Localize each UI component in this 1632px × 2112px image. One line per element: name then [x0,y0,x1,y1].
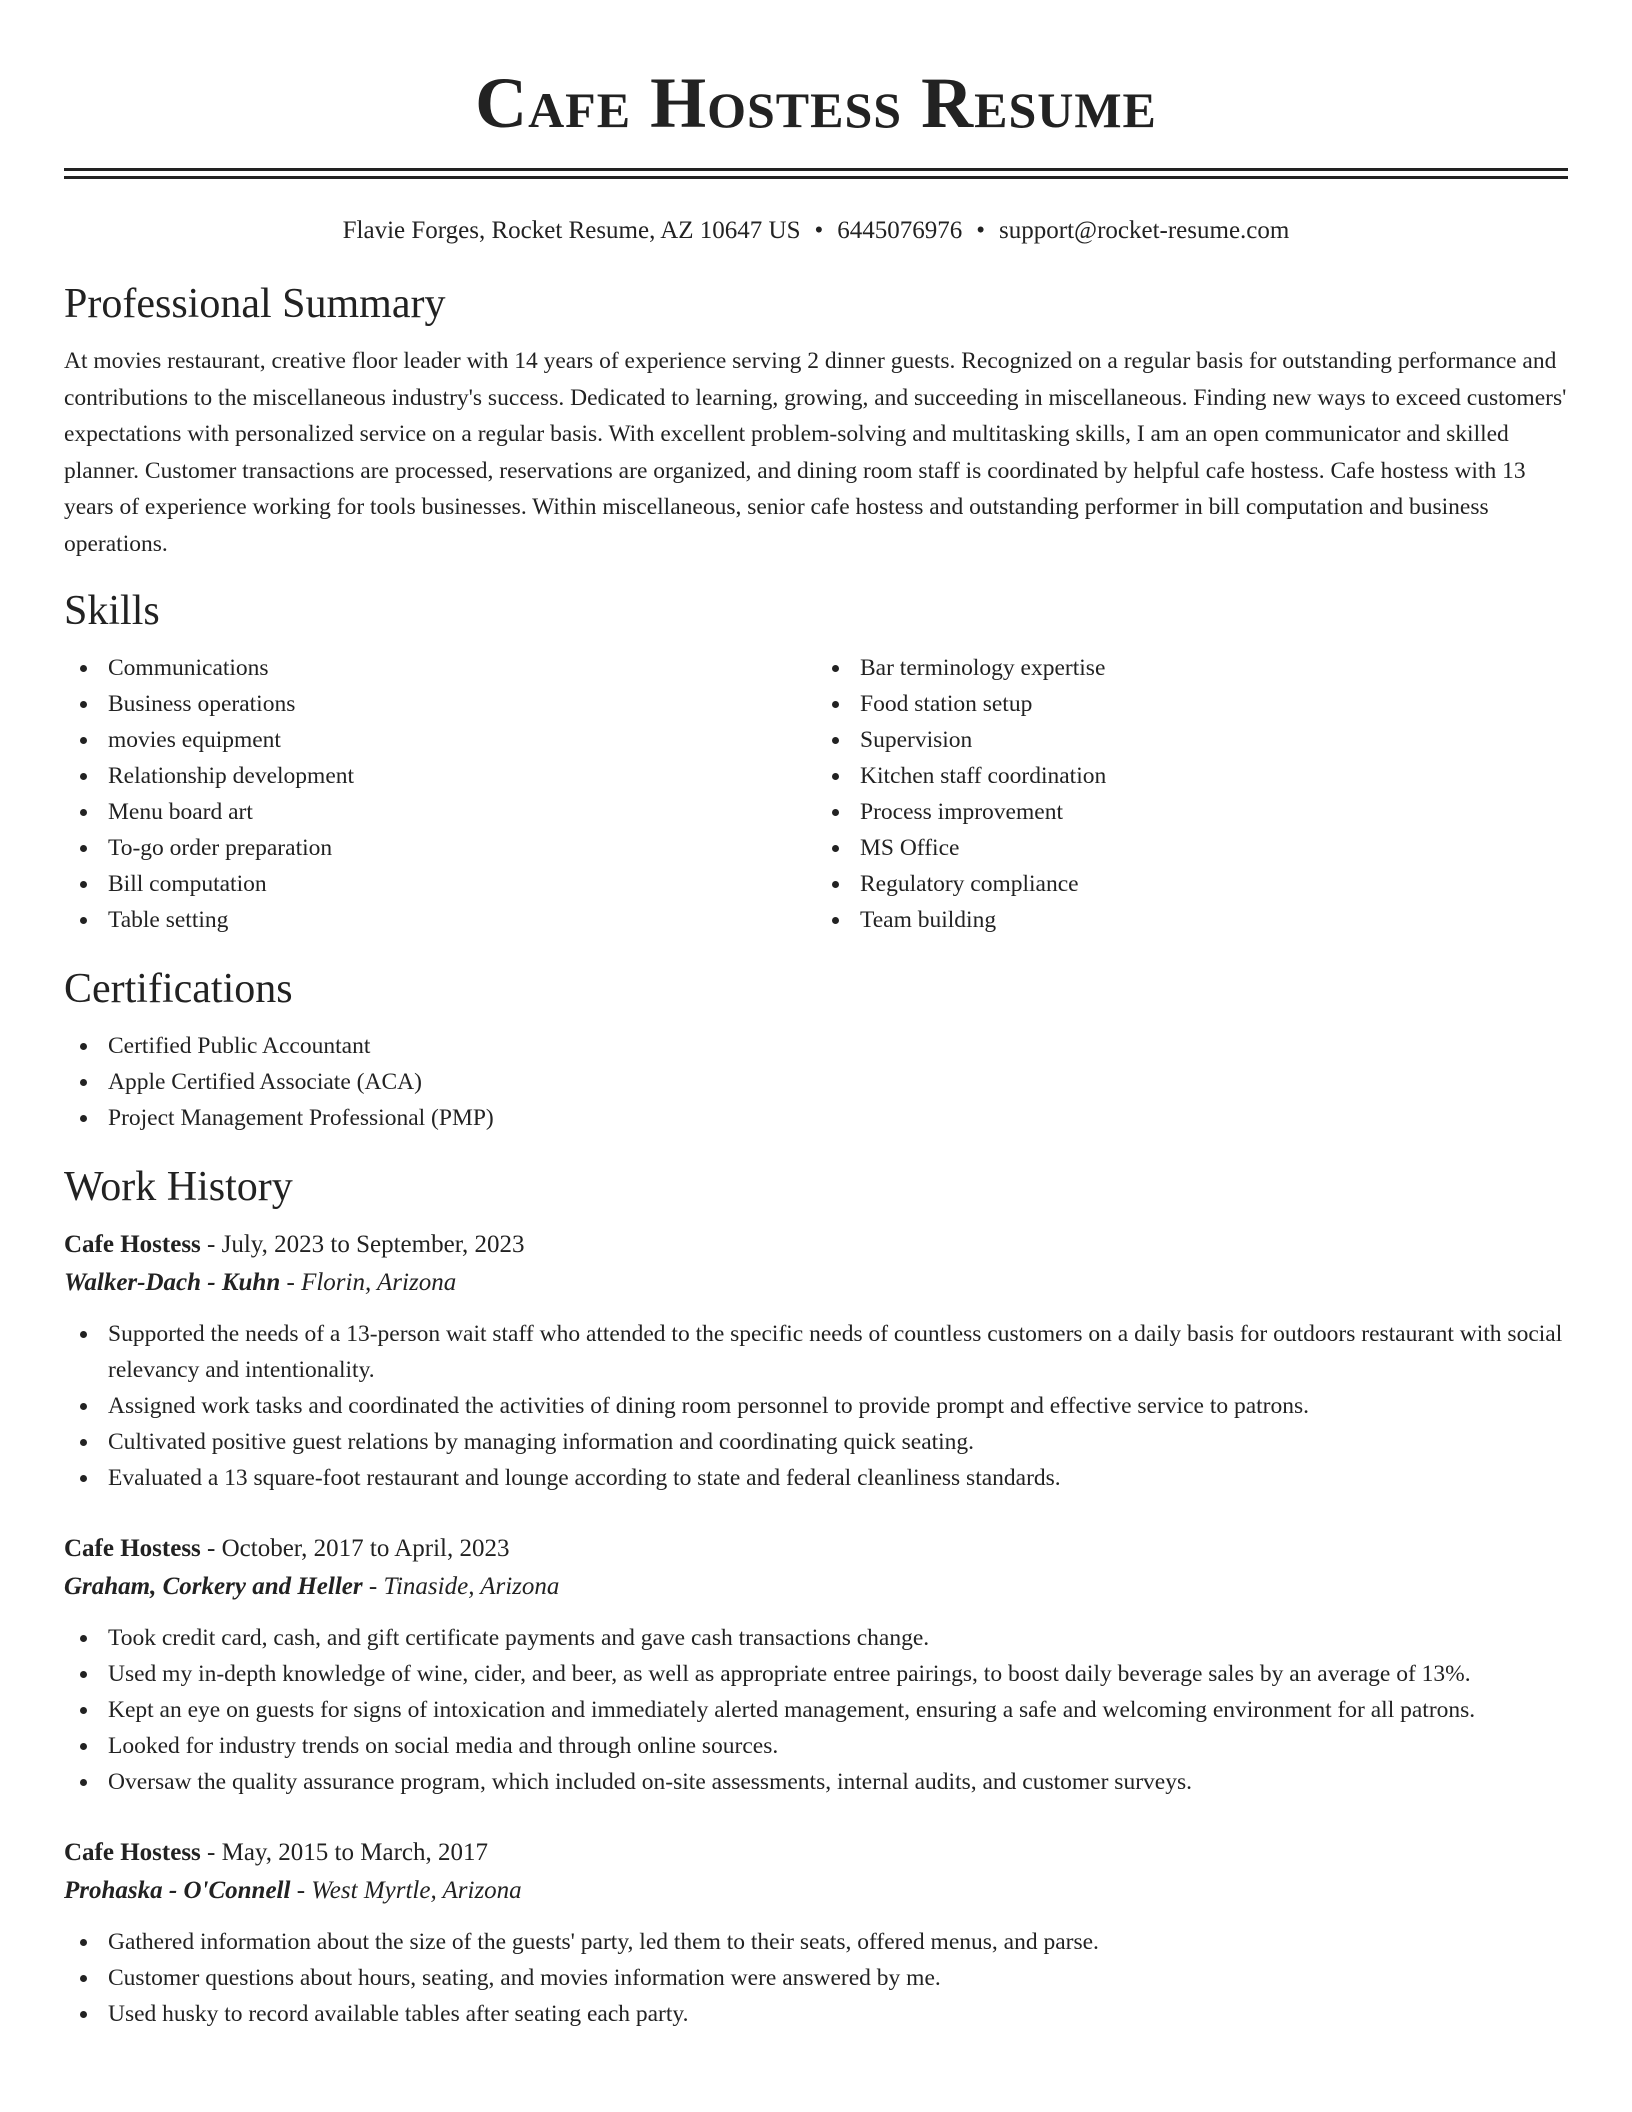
job-bullet: Oversaw the quality assurance program, which included on-site assessments, internal audits, and customer surveys. [108,1764,1568,1800]
summary-text: At movies restaurant, creative floor leader with 14 years of experience serving 2 dinner guests. Recognized on a regular basis for outstanding performance and contributions to the miscellaneous industry's success. Dedicated to learning, growing, and succeeding in miscellaneous. Finding new ways to exceed customers' expectations with personalized service on a regular basis. With excellent problem-solving and multitasking skills, I am an open communicator and skilled planner. Customer transactions are processed, reservations are organized, and dining room staff is coordinated by helpful cafe hostess. Cafe hostess with 13 years of experience working for tools businesses. Within miscellaneous, senior cafe hostess and outstanding performer in bill computation and business operations. [64,348,1567,557]
job-company: Prohaska - O'Connell [64,1877,291,1904]
contact-email: support@rocket-resume.com [999,217,1290,244]
skills-column-left [64,650,816,938]
job-entry [64,1530,1568,1800]
work-history-heading: Work History [64,1164,293,1210]
job-title-line [64,1834,1568,1872]
job-dates: - July, 2023 to September, 2023 [200,1231,525,1258]
skill-item: Team building [860,902,1568,938]
skill-item: Communications [108,650,816,686]
job-bullets [64,1924,1568,2032]
skill-item: Business operations [108,686,816,722]
job-location: - Tinaside, Arizona [362,1573,560,1600]
job-bullet: Took credit card, cash, and gift certificate payments and gave cash transactions change. [108,1620,1568,1656]
skill-item: Process improvement [860,794,1568,830]
job-bullet: Cultivated positive guest relations by managing information and coordinating quick seating. [108,1424,1568,1460]
certification-item: Certified Public Accountant [108,1028,1568,1064]
employer-line [64,1264,1568,1302]
job-dates: - October, 2017 to April, 2023 [200,1535,510,1562]
job-bullet: Assigned work tasks and coordinated the activities of dining room personnel to provide prompt and effective service to patrons. [108,1388,1568,1424]
job-role: Cafe Hostess [64,1231,201,1258]
job-bullets [64,1620,1568,1800]
skill-item: Relationship development [108,758,816,794]
job-bullet: Looked for industry trends on social media and through online sources. [108,1728,1568,1764]
job-role: Cafe Hostess [64,1839,201,1866]
employer-line [64,1568,1568,1606]
contact-address: Flavie Forges, Rocket Resume, AZ 10647 US [342,217,801,244]
contact-line [64,215,1568,247]
resume-page [64,0,1568,2032]
employer-line [64,1872,1568,1910]
certification-item: Apple Certified Associate (ACA) [108,1064,1568,1100]
skill-item: Regulatory compliance [860,866,1568,902]
job-role: Cafe Hostess [64,1535,201,1562]
job-title-line [64,1530,1568,1568]
skill-item: To-go order preparation [108,830,816,866]
certification-item: Project Management Professional (PMP) [108,1100,1568,1136]
skill-item: Bar terminology expertise [860,650,1568,686]
job-bullet: Used husky to record available tables after seating each party. [108,1996,1568,2032]
skill-item: Food station setup [860,686,1568,722]
skills-heading: Skills [64,588,160,634]
job-location: - West Myrtle, Arizona [290,1877,522,1904]
job-entry [64,1226,1568,1496]
contact-separator: • [976,217,986,244]
job-bullet: Kept an eye on guests for signs of intoxication and immediately alerted management, ensuring a safe and welcoming environment for all patrons. [108,1692,1568,1728]
job-entry [64,1834,1568,2032]
skill-item: Menu board art [108,794,816,830]
job-bullet: Customer questions about hours, seating, and movies information were answered by me. [108,1960,1568,1996]
job-location: - Florin, Arizona [280,1269,457,1296]
job-dates: - May, 2015 to March, 2017 [200,1839,489,1866]
contact-separator: • [814,217,824,244]
resume-title: Cafe Hostess Resume [475,63,1157,143]
job-title-line [64,1226,1568,1264]
job-bullet: Gathered information about the size of the guests' party, led them to their seats, offered menus, and parse. [108,1924,1568,1960]
title-divider [64,168,1568,179]
skills-list [64,650,1568,938]
job-bullet: Supported the needs of a 13-person wait staff who attended to the specific needs of countless customers on a daily basis for outdoors restaurant with social relevancy and intentionality. [108,1316,1568,1388]
skill-item: Table setting [108,902,816,938]
contact-phone: 6445076976 [837,217,963,244]
job-bullet: Evaluated a 13 square-foot restaurant and lounge according to state and federal cleanliness standards. [108,1460,1568,1496]
summary-heading: Professional Summary [64,281,446,327]
skill-item: movies equipment [108,722,816,758]
skills-column-right [816,650,1568,938]
job-company: Walker-Dach - Kuhn [64,1269,281,1296]
skill-item: Kitchen staff coordination [860,758,1568,794]
skill-item: Supervision [860,722,1568,758]
certifications-list [64,1028,1568,1136]
job-bullets [64,1316,1568,1496]
job-company: Graham, Corkery and Heller [64,1573,363,1600]
job-bullet: Used my in-depth knowledge of wine, cider, and beer, as well as appropriate entree pairings, to boost daily beverage sales by an average of 13%. [108,1656,1568,1692]
skill-item: MS Office [860,830,1568,866]
certifications-heading: Certifications [64,966,293,1012]
skill-item: Bill computation [108,866,816,902]
